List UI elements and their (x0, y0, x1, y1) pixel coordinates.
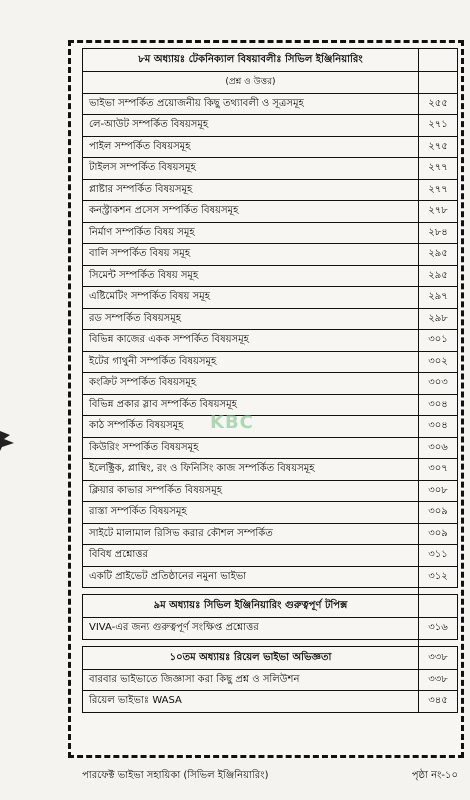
entry-title: ইলেক্ট্রিক, প্লাম্বিং, রং ও ফিনিসিং কাজ সম্পর্কিত বিষয়সমূহ (83, 459, 419, 481)
toc-entry (83, 459, 458, 481)
entry-title: প্লাষ্টার সম্পর্কিত বিষয়সমূহ (83, 179, 419, 201)
toc-entry (83, 330, 458, 352)
toc-entry (83, 244, 458, 266)
toc-entry (83, 502, 458, 524)
toc-entry (83, 669, 458, 691)
toc-entry (83, 545, 458, 567)
entry-title: ভাইভা সম্পর্কিত প্রয়োজনীয় কিছু তথ্যাবলী ও সূত্রসমূহ (83, 93, 419, 115)
watermark-logo: KBC (210, 412, 254, 433)
entry-title: রাস্তা সম্পর্কিত বিষয়সমূহ (83, 502, 419, 524)
toc-entry (83, 136, 458, 158)
toc-entry (83, 480, 458, 502)
chapter-10-header (83, 646, 458, 669)
toc-entry (83, 394, 458, 416)
footer-book-title: পারফেক্ট ভাইভা সহায়িকা (সিভিল ইঞ্জিনিয়ারিং) (82, 770, 269, 781)
entry-title: বিভিন্ন কাজের একক সম্পর্কিত বিষয়সমূহ (83, 330, 419, 352)
chapter-8-header (83, 49, 458, 72)
entry-page-number: ৩০১ (419, 330, 458, 352)
entry-page-number: ২৭৭ (419, 179, 458, 201)
entry-title: এষ্টিমেটিং সম্পর্কিত বিষয় সমূহ (83, 287, 419, 309)
entry-page-number: ৩১১ (419, 545, 458, 567)
toc-entry (83, 222, 458, 244)
entry-page-number: ৩০৬ (419, 437, 458, 459)
entry-page-number: ২৭৭ (419, 158, 458, 180)
chapter-10-title: ১০তম অধ্যায়ঃ রিয়েল ভাইভা অভিজ্ঞতা (83, 646, 419, 669)
entry-page-number: ৩০৪ (419, 416, 458, 438)
entry-title: লে-আউট সম্পর্কিত বিষয়সমূহ (83, 115, 419, 137)
entry-page-number: ২৯৭ (419, 287, 458, 309)
section-gap (83, 588, 458, 595)
entry-title: কনস্ট্রাকশন প্রসেস সম্পর্কিত বিষয়সমূহ (83, 201, 419, 223)
entry-title: ইটের গাথুনী সম্পর্কিত বিষয়সমূহ (83, 351, 419, 373)
toc-entry (83, 158, 458, 180)
chapter-10-page-number: ৩৩৮ (419, 646, 458, 669)
entry-page-number: ৩৩৮ (419, 669, 458, 691)
entry-title: ক্লিয়ার কাভার সম্পর্কিত বিষয়সমূহ (83, 480, 419, 502)
entry-page-number: ২৭৮ (419, 201, 458, 223)
chapter-8-subtitle: (প্রশ্ন ও উত্তর) (83, 72, 419, 94)
entry-title: VIVA-এর জন্য গুরুত্বপূর্ণ সংক্ষিপ্ত প্রশ্নোত্তর (83, 618, 419, 640)
entry-page-number: ৩১২ (419, 566, 458, 588)
entry-title: বালি সম্পর্কিত বিষয় সমূহ (83, 244, 419, 266)
toc-entry (83, 201, 458, 223)
entry-title: বারবার ভাইভাতে জিজ্ঞাসা করা কিছু প্রশ্ন ও সলিউশন (83, 669, 419, 691)
toc-entry (83, 351, 458, 373)
torn-edge-mark (0, 425, 18, 455)
entry-title: পাইল সম্পর্কিত বিষয়সমূহ (83, 136, 419, 158)
entry-page-number: ২৮৪ (419, 222, 458, 244)
entry-page-number: ৩০৪ (419, 394, 458, 416)
entry-title: সাইটে মালামাল রিসিভ করার কৌশল সম্পর্কিত (83, 523, 419, 545)
chapter-8-title: ৮ম অধ্যায়ঃ টেকনিক্যাল বিষয়াবলীঃ সিভিল ইঞ্জিনিয়ারিং (83, 49, 419, 72)
entry-page-number: ৩৪৫ (419, 691, 458, 713)
entry-page-number: ৩০৩ (419, 373, 458, 395)
entry-page-number: ৩০৭ (419, 459, 458, 481)
toc-entry (83, 523, 458, 545)
chapter-8-subheader (83, 72, 458, 94)
chapter-9-header (83, 595, 458, 618)
entry-title: বিভিন্ন প্রকার স্লাব সম্পর্কিত বিষয়সমূহ (83, 394, 419, 416)
toc-entry (83, 308, 458, 330)
entry-title: সিমেন্ট সম্পর্কিত বিষয় সমূহ (83, 265, 419, 287)
entry-page-number: ২৯৮ (419, 308, 458, 330)
toc-table (82, 48, 458, 713)
entry-page-number: ৩০৮ (419, 480, 458, 502)
chapter-9-title: ৯ম অধ্যায়ঃ সিভিল ইঞ্জিনিয়ারিং গুরুত্বপূর্ণ টপিক্স (83, 595, 419, 618)
entry-title: রিয়েল ভাইভাঃ WASA (83, 691, 419, 713)
toc-entry (83, 179, 458, 201)
toc-entry (83, 691, 458, 713)
entry-title: নির্মাণ সম্পর্কিত বিষয় সমূহ (83, 222, 419, 244)
footer-page-number: পৃষ্ঠা নং-১০ (411, 770, 458, 781)
entry-page-number: ২৯৫ (419, 244, 458, 266)
entry-page-number: ৩০২ (419, 351, 458, 373)
entry-page-number: ২৯৫ (419, 265, 458, 287)
entry-page-number: ৩০৯ (419, 523, 458, 545)
page-footer (82, 768, 458, 785)
entry-page-number: ৩১৬ (419, 618, 458, 640)
toc-entry (83, 265, 458, 287)
entry-title: কংক্রিট সম্পর্কিত বিষয়সমূহ (83, 373, 419, 395)
entry-title: রড সম্পর্কিত বিষয়সমূহ (83, 308, 419, 330)
toc-entry (83, 618, 458, 640)
entry-page-number: ২৭১ (419, 115, 458, 137)
toc-entry (83, 416, 458, 438)
entry-page-number: ৩০৯ (419, 502, 458, 524)
toc-entry (83, 115, 458, 137)
toc-entry (83, 287, 458, 309)
toc-entry (83, 566, 458, 588)
section-gap (83, 639, 458, 646)
toc-entry (83, 93, 458, 115)
toc-entry (83, 373, 458, 395)
toc-entry (83, 437, 458, 459)
entry-title: কিউরিং সম্পর্কিত বিষয়সমূহ (83, 437, 419, 459)
entry-page-number: ২৭৫ (419, 136, 458, 158)
entry-title: কাঠ সম্পর্কিত বিষয়সমূহ (83, 416, 419, 438)
entry-title: টাইলস সম্পর্কিত বিষয়সমূহ (83, 158, 419, 180)
entry-title: বিবিধ প্রশ্নোত্তর (83, 545, 419, 567)
entry-page-number: ২৫৫ (419, 93, 458, 115)
entry-title: একটি প্রাইভেট প্রতিষ্ঠানের নমুনা ভাইভা (83, 566, 419, 588)
